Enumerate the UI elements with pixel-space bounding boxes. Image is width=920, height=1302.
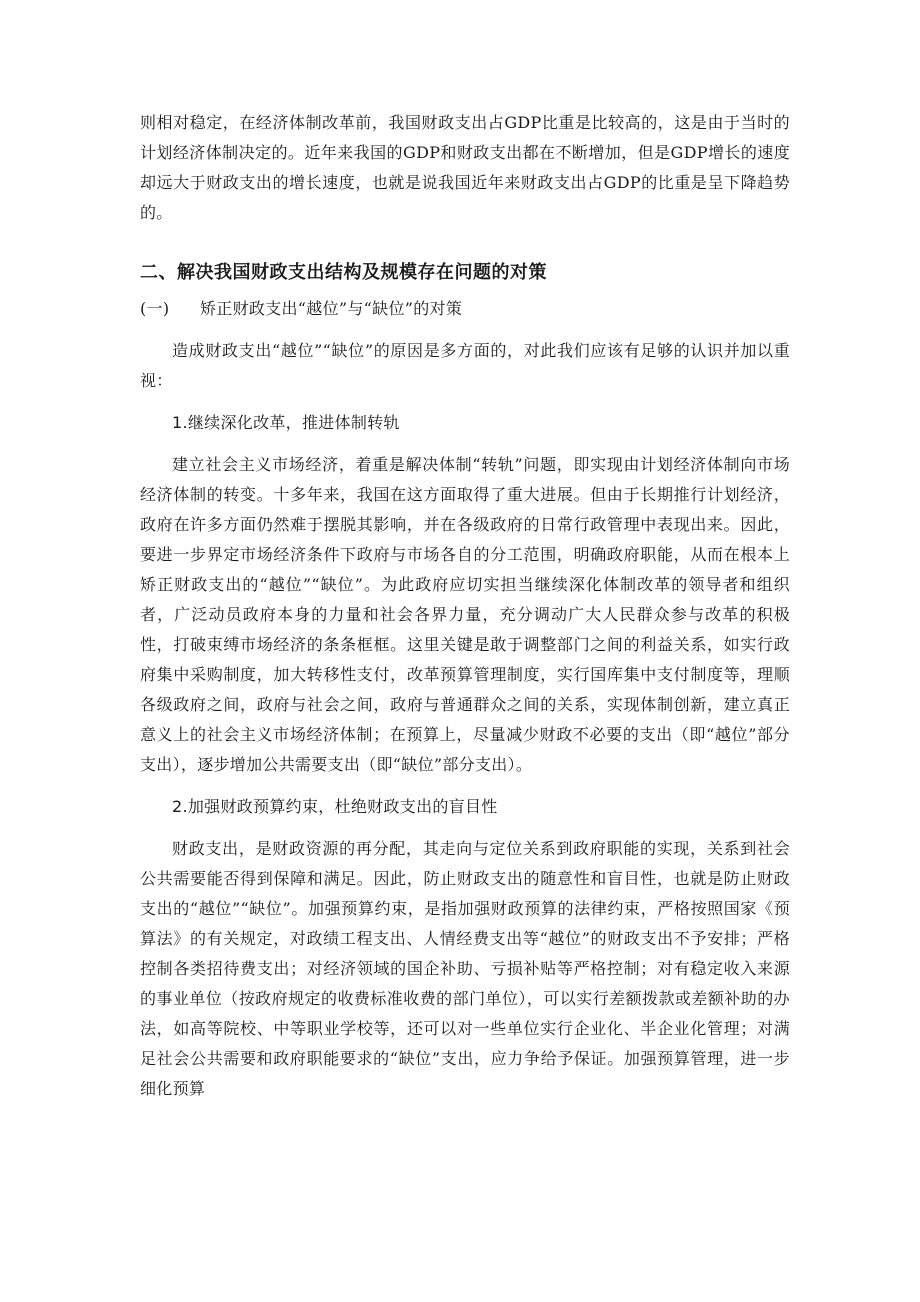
item-body-1: 建立社会主义市场经济，着重是解决体制“转轨”问题，即实现由计划经济体制向市场经济体制的转变。十多年来，我国在这方面取得了重大进展。但由于长期推行计划经济，政府在许多方面仍然难于摆脱其影响，并在各级政府的日常行政管理中表现出来。因此，要进一步界定市场经济条件下政府与市场各自的分工范围，明确政府职能，从而在根本上矫正财政支出的“越位”“缺位”。为此政府应切实担当继续深化体制改革的领导者和组织者，广泛动员政府本身的力量和社会各界力量，充分调动广大人民群众参与改革的积极性，打破束缚市场经济的条条框框。这里关键是敢于调整部门之间的利益关系，如实行政府集中采购制度，加大转移性支付，改革预算管理制度，实行国库集中支付制度等，理顺各级政府之间，政府与社会之间，政府与普通群众之间的关系，实现体制创新，建立真正意义上的社会主义市场经济体制；在预算上，尽量减少财政不必要的支出（即“越位”部分支出），逐步增加公共需要支出（即“缺位”部分支出）。 [140,455,790,774]
item-body-2: 财政支出，是财政资源的再分配，其走向与定位关系到政府职能的实现，关系到社会公共需要能否得到保障和满足。因此，防止财政支出的随意性和盲目性，也就是防止财政支出的“越位”“缺位”。加强预算约束，是指加强财政预算的法律约束，严格按照国家《预算法》的有关规定，对政绩工程支出、人情经费支出等“越位”的财政支出不予安排；严格控制各类招待费支出；对经济领域的国企补助、亏损补贴等严格控制；对有稳定收入来源的事业单位（按政府规定的收费标准收费的部门单位），可以实行差额拨款或差额补助的办法，如高等院校、中等职业学校等，还可以对一些单位实行企业化、半企业化管理；对满足社会公共需要和政府职能要求的“缺位”支出，应力争给予保证。加强预算管理，进一步细化预算 [140,839,790,1098]
intro-paragraph: 则相对稳定，在经济体制改革前，我国财政支出占GDP比重是比较高的，这是由于当时的计划经济体制决定的。近年来我国的GDP和财政支出都在不断增加，但是GDP增长的速度却远大于财政支出的增长速度，也就是说我国近年来财政支出占GDP的比重是呈下降趋势的。 [140,113,790,222]
item-heading-2 [140,792,790,822]
item-heading-1 [140,408,790,438]
subsection-intro-paragraph: 造成财政支出“越位”“缺位”的原因是多方面的，对此我们应该有足够的认识并加以重视： [140,341,790,390]
subsection-title: 矫正财政支出“越位”与“缺位”的对策 [200,299,463,318]
section-heading: 二、解决我国财政支出结构及规模存在问题的对策 [140,262,547,283]
item-number-1: 1. [172,413,188,432]
item-title-1: 继续深化改革，推进体制转轨 [187,413,400,432]
item-title-2: 加强财政预算约束，杜绝财政支出的盲目性 [187,797,498,816]
subsection-heading [140,294,790,324]
document-page [140,108,790,1104]
subsection-number: (一) [140,299,170,318]
item-number-2: 2. [172,797,188,816]
